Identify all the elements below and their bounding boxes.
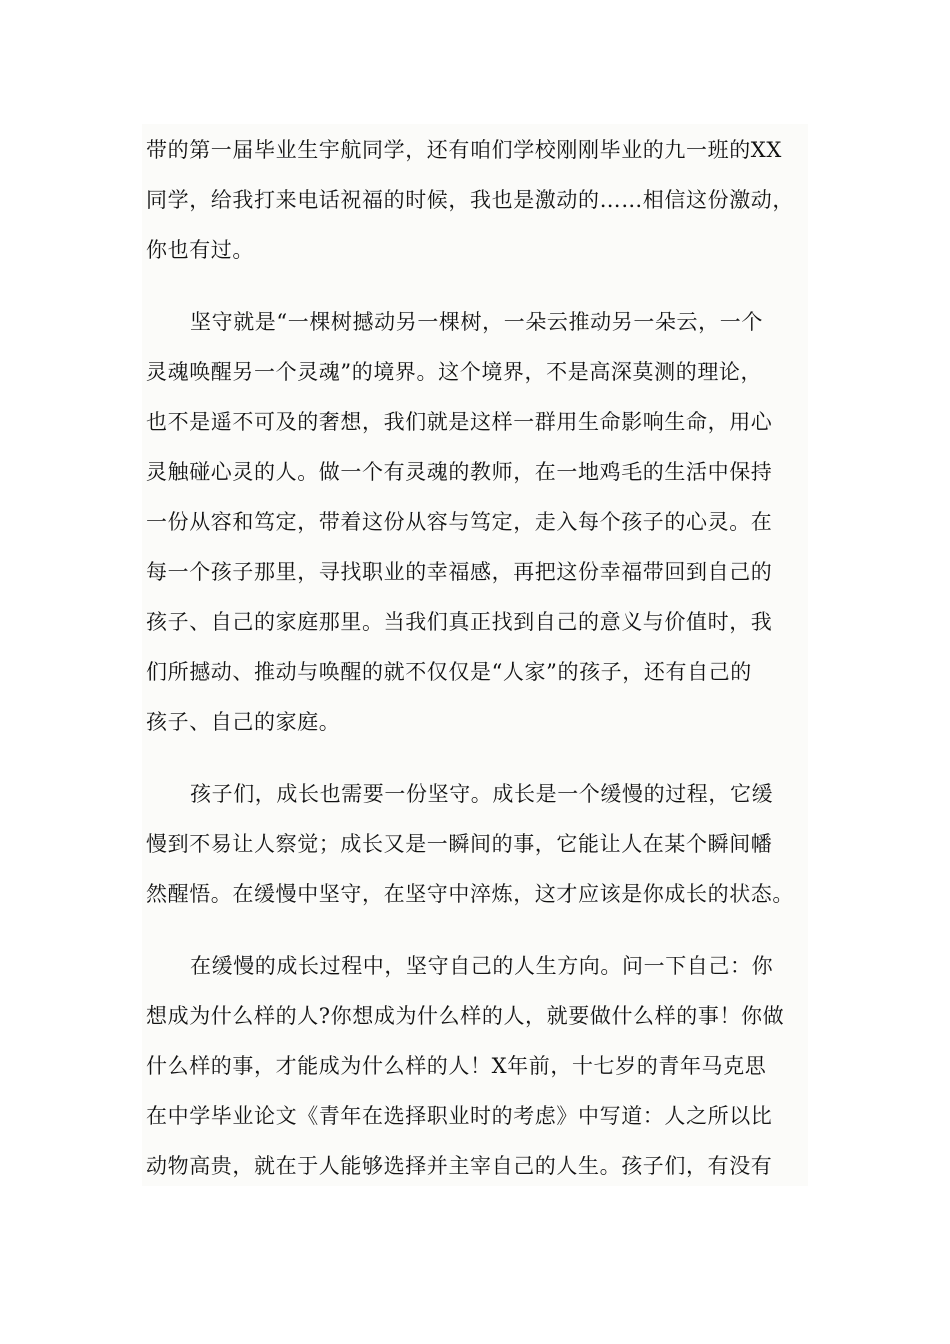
text-line: 在缓慢的成长过程中，坚守自己的人生方向。问一下自己：你 [190,954,774,978]
text-line: 灵触碰心灵的人。做一个有灵魂的教师，在一地鸡毛的生活中保持 [146,460,773,484]
text-line: 坚守就是“一棵树撼动另一棵树，一朵云推动另一朵云，一个 [190,310,763,334]
text-line: 你也有过。 [146,238,254,262]
text-line: 慢到不易让人察觉；成长又是一瞬间的事，它能让人在某个瞬间幡 [146,832,773,856]
text-line: 每一个孩子那里，寻找职业的幸福感，再把这份幸福带回到自己的 [146,560,773,584]
document-body [142,124,808,1186]
text-line: 想成为什么样的人?你想成为什么样的人，就要做什么样的事！你做 [146,1004,785,1028]
text-line: 们所撼动、推动与唤醒的就不仅仅是“人家”的孩子，还有自己的 [146,660,752,684]
text-line: 孩子、自己的家庭那里。当我们真正找到自己的意义与价值时，我 [146,610,773,634]
text-line: 在中学毕业论文《青年在选择职业时的考虑》中写道：人之所以比 [146,1104,773,1128]
text-line: 动物高贵，就在于人能够选择并主宰自己的人生。孩子们，有没有 [146,1154,773,1178]
text-line: 灵魂唤醒另一个灵魂”的境界。这个境界，不是高深莫测的理论， [146,360,763,384]
text-line: 然醒悟。在缓慢中坚守，在坚守中淬炼，这才应该是你成长的状态。 [146,882,794,906]
text-line: 孩子们，成长也需要一份坚守。成长是一个缓慢的过程，它缓 [190,782,774,806]
text-line: 也不是遥不可及的奢想，我们就是这样一群用生命影响生命，用心 [146,410,773,434]
text-line: 孩子、自己的家庭。 [146,710,341,734]
text-line: 什么样的事，才能成为什么样的人！X年前，十七岁的青年马克思 [146,1054,767,1078]
text-line: 一份从容和笃定，带着这份从容与笃定，走入每个孩子的心灵。在 [146,510,773,534]
text-line: 带的第一届毕业生宇航同学，还有咱们学校刚刚毕业的九一班的XX [146,138,782,162]
text-line: 同学，给我打来电话祝福的时候，我也是激动的……相信这份激动， [146,188,794,212]
